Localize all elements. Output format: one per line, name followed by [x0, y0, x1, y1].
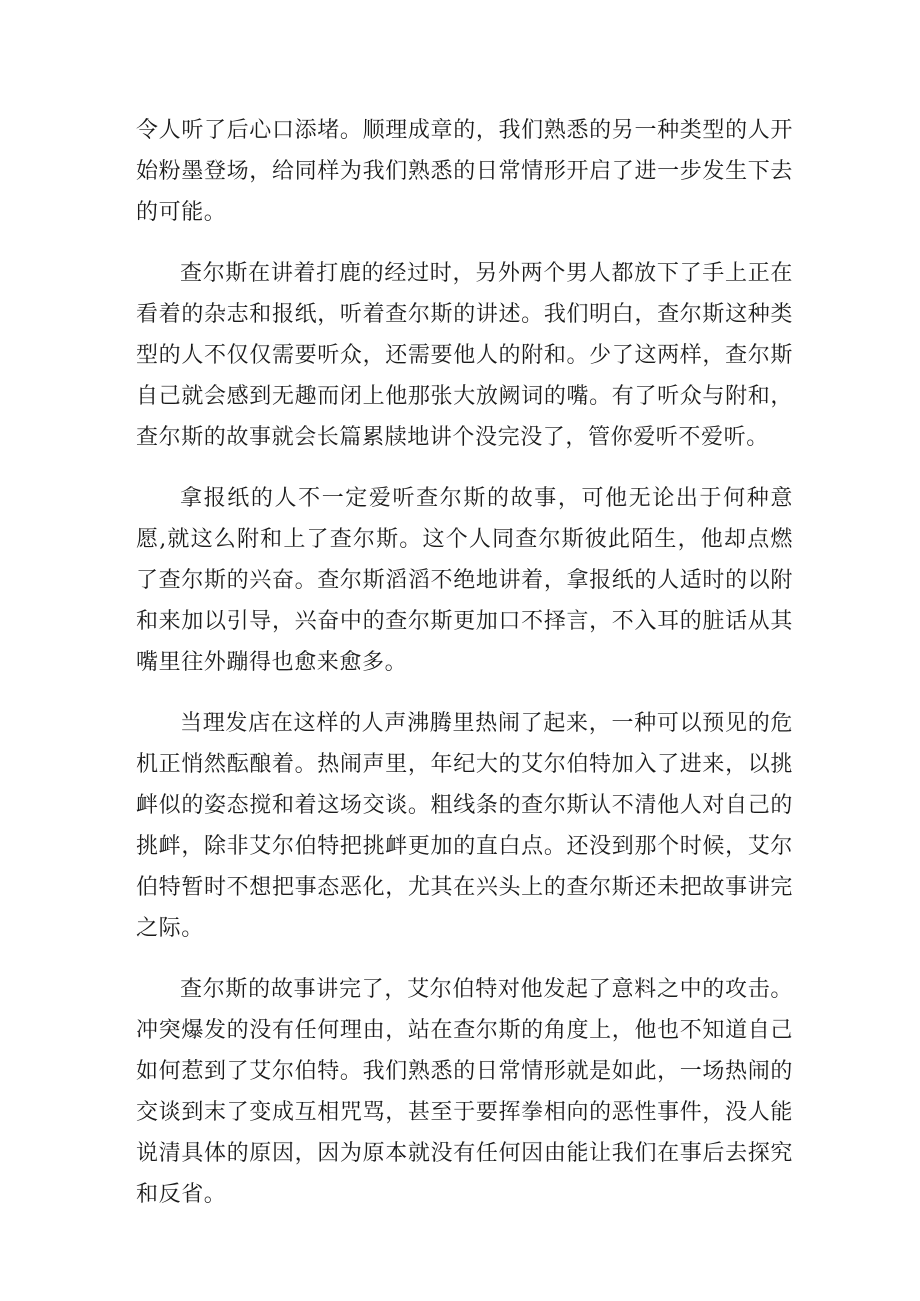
paragraph-2: 查尔斯在讲着打鹿的经过时，另外两个男人都放下了手上正在看着的杂志和报纸，听着查尔斯的讲述。我们明白，查尔斯这种类型的人不仅仅需要听众，还需要他人的附和。少了这两样，查尔斯自己就会感到无趣而闭上他那张大放阙词的嘴。有了听众与附和，查尔斯的故事就会长篇累牍地讲个没完没了，管你爱听不爱听。 — [136, 261, 793, 450]
paragraph-4: 当理发店在这样的人声沸腾里热闹了起来，一种可以预见的危机正悄然酝酿着。热闹声里，年纪大的艾尔伯特加入了进来，以挑衅似的姿态搅和着这场交谈。粗线条的查尔斯认不清他人对自己的挑衅，除非艾尔伯特把挑衅更加的直白点。还没到那个时候，艾尔伯特暂时不想把事态恶化，尤其在兴头上的查尔斯还未把故事讲完之际。 — [136, 711, 793, 941]
document-page — [136, 110, 793, 1235]
paragraph-5: 查尔斯的故事讲完了，艾尔伯特对他发起了意料之中的攻击。冲突爆发的没有任何理由，站在查尔斯的角度上，他也不知道自己如何惹到了艾尔伯特。我们熟悉的日常情形就是如此，一场热闹的交谈到末了变成互相咒骂，甚至于要挥拳相向的恶性事件，没人能说清具体的原因，因为原本就没有任何因由能让我们在事后去探究和反省。 — [136, 977, 793, 1207]
paragraph-3: 拿报纸的人不一定爱听查尔斯的故事，可他无论出于何种意愿,就这么附和上了查尔斯。这个人同查尔斯彼此陌生，他却点燃了查尔斯的兴奋。查尔斯滔滔不绝地讲着，拿报纸的人适时的以附和来加以引导，兴奋中的查尔斯更加口不择言，不入耳的脏话从其嘴里往外蹦得也愈来愈多。 — [136, 486, 793, 675]
paragraph-1: 令人听了后心口添堵。顺理成章的，我们熟悉的另一种类型的人开始粉墨登场，给同样为我们熟悉的日常情形开启了进一步发生下去的可能。 — [136, 118, 793, 225]
